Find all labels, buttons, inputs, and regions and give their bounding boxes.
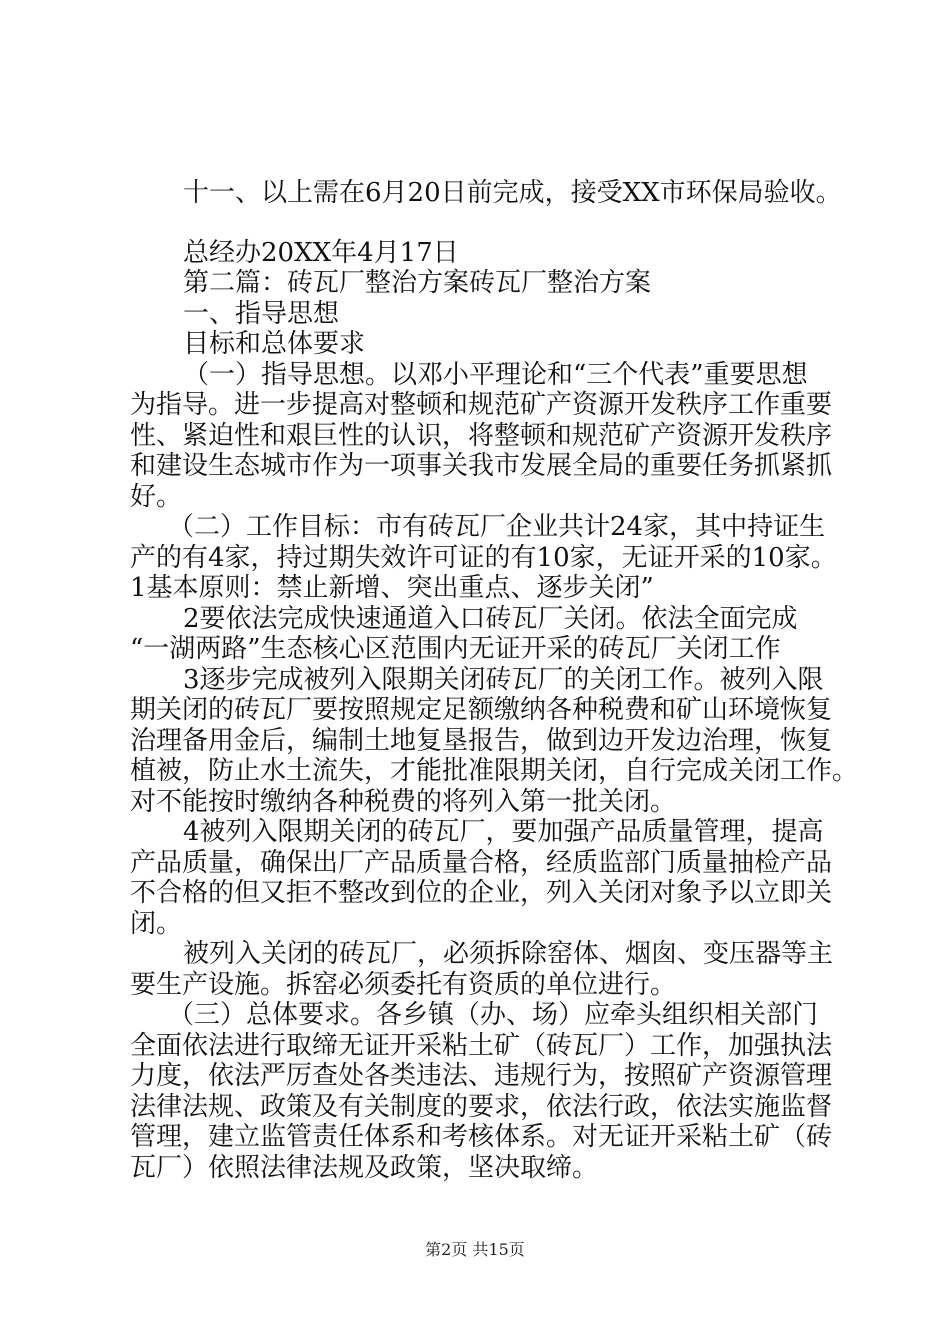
text-line: 1基本原则：禁止新增、突出重点、逐步关闭” <box>130 573 654 603</box>
text-line: 全面依法进行取缔无证开采粘土矿（砖瓦厂）工作，加强执法 <box>130 1031 833 1061</box>
text-line: 性、紧迫性和艰巨性的认识，将整顿和规范矿产资源开发秩序 <box>130 421 833 451</box>
page-number-footer: 第2页 共15页 <box>425 1240 525 1259</box>
text-line: 对不能按时缴纳各种税费的将列入第一批关闭。 <box>130 787 677 817</box>
text-line: 植被，防止水土流失，才能批准限期关闭，自行完成关闭工作。 <box>130 756 859 786</box>
text-line: 3逐步完成被列入限期关闭砖瓦厂的关闭工作。被列入限 <box>183 665 824 695</box>
text-line: 目标和总体要求 <box>183 329 366 359</box>
text-line: 好。 <box>130 482 183 512</box>
text-line: 治理备用金后，编制土地复垦报告，做到边开发边治理，恢复 <box>130 726 833 756</box>
text-line: 十一、以上需在6月20日前完成，接受XX市环保局验收。 <box>183 178 842 208</box>
text-line: （二）工作目标：市有砖瓦厂企业共计24家，其中持证生 <box>168 512 826 542</box>
text-line: 产的有4家，持过期失效许可证的有10家，无证开采的10家。 <box>130 543 837 573</box>
text-line: 法律法规、政策及有关制度的要求，依法行政，依法实施监督 <box>130 1092 833 1122</box>
text-line: 产品质量，确保出厂产品质量合格，经质监部门质量抽检产品 <box>130 848 833 878</box>
text-line: 管理，建立监管责任体系和考核体系。对无证开采粘土矿（砖 <box>130 1122 833 1152</box>
text-line: 瓦厂）依照法律法规及政策，坚决取缔。 <box>130 1153 599 1183</box>
text-line: 不合格的但又拒不整改到位的企业，列入关闭对象予以立即关 <box>130 878 833 908</box>
text-line: 要生产设施。拆窑必须委托有资质的单位进行。 <box>130 970 677 1000</box>
text-line: （三）总体要求。各乡镇（办、场）应牵头组织相关部门 <box>168 1000 819 1030</box>
text-line: 4被列入限期关闭的砖瓦厂，要加强产品质量管理，提高 <box>183 817 824 847</box>
text-line: “一湖两路”生态核心区范围内无证开采的砖瓦厂关闭工作 <box>130 634 781 664</box>
text-line: 期关闭的砖瓦厂要按照规定足额缴纳各种税费和矿山环境恢复 <box>130 695 833 725</box>
text-line: 总经办20XX年4月17日 <box>183 238 459 268</box>
text-line: 2要依法完成快速通道入口砖瓦厂关闭。依法全面完成 <box>183 604 798 634</box>
text-line: 为指导。进一步提高对整顿和规范矿产资源开发秩序工作重要 <box>130 390 833 420</box>
text-line: 和建设生态城市作为一项事关我市发展全局的重要任务抓紧抓 <box>130 451 833 481</box>
text-line: 第二篇：砖瓦厂整治方案砖瓦厂整治方案 <box>183 268 652 298</box>
text-line: 闭。 <box>130 909 183 939</box>
text-line: 被列入关闭的砖瓦厂，必须拆除窑体、烟囱、变压器等主 <box>183 939 834 969</box>
text-line: 力度，依法严厉查处各类违法、违规行为，按照矿产资源管理 <box>130 1061 833 1091</box>
text-line: （一）指导思想。以邓小平理论和“三个代表”重要思想 <box>183 360 808 390</box>
text-line: 一、指导思想 <box>183 299 340 329</box>
